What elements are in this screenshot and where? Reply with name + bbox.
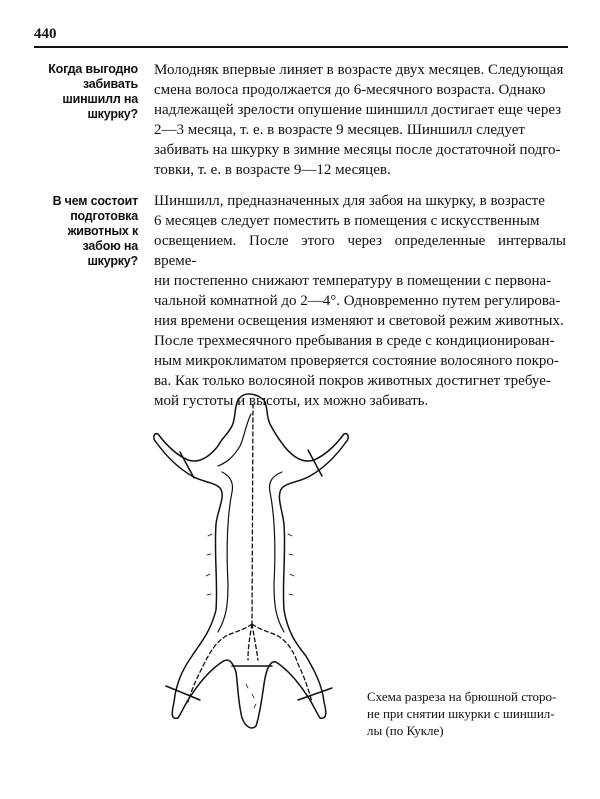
- fur-texture: [206, 534, 294, 708]
- section-2-question: В чем состоит подготовка животных к забою на шкурку?: [52, 194, 138, 268]
- page-number: 440: [34, 26, 57, 42]
- cut-mark-hind-left: [166, 686, 200, 700]
- cut-mark-front-left: [180, 452, 194, 478]
- figure-caption: Схема разреза на брюшной сторо- не при снятии шкурки с шиншил- лы (по Кукле): [367, 689, 557, 738]
- inner-cut-line: [218, 414, 284, 632]
- section-1-answer: Молодняк впервые линяет в возрасте двух месяцев. Следующая смена волоса продолжается до 6-месячного возраста. Однако надлежащей зрелости опушение шиншилл достигает еще через 2—3 месяца, т. е. в возрасте 9 месяцев. Шиншилл следует забивать на шкурку в зимние месяцы после достаточной подго- товки, т. е. в возрасте 9—12 месяцев.: [154, 62, 564, 178]
- section-2-answer: Шиншилл, предназначенных для забоя на шкурку, в возрасте 6 месяцев следует поместить в помещения с искусственным освещением. После этого через определенные интервалы време- ни постепенно снижают температуру в помещении с первона- чальной комнатной до 2—4°. Одновременно путем регулирова- ния времени освещения изменяют и световой режим животных. После трехмесячного пребывания в среде с кондиционирован- ным микроклиматом проверяется состояние волосяного покро- ва. Как только волосяной покров животных достигнет требуе- мой густоты и высоты, их можно забивать.: [154, 193, 566, 409]
- dashed-cut-lines: [188, 404, 312, 702]
- pelt-cut-diagram: [148, 384, 358, 734]
- pelt-outline: [154, 394, 348, 728]
- section-1-question: Когда выгодно забивать шиншилл на шкурку?: [48, 62, 138, 121]
- header-rule: [34, 46, 568, 48]
